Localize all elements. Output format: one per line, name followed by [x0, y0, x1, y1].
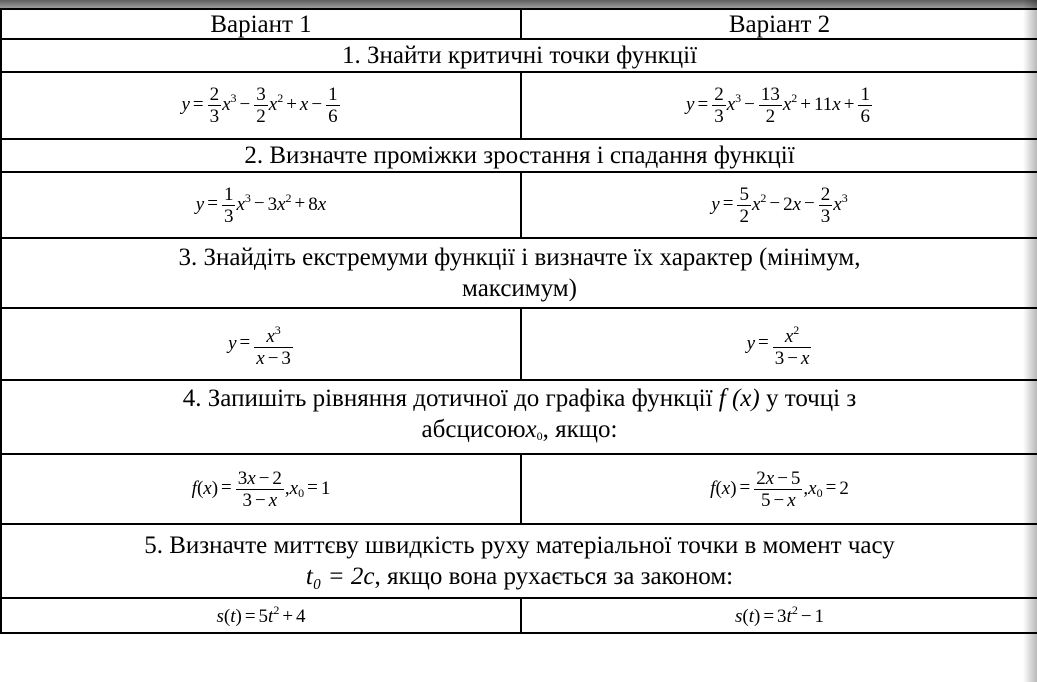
formula-2-variant-1: y = $\frac{1}{3}$ $x^3 - 3x^2 + 8x$	[1, 172, 521, 238]
formula-5-row	[1, 598, 1037, 633]
task-4-line-2-start: абсцисою	[421, 415, 526, 443]
formula-3-variant-2: y = $\frac{x^2}{3 - x}$	[521, 308, 1037, 380]
task-4-text	[1, 380, 1037, 454]
task-4-line-2-end: , якщо:	[542, 415, 618, 443]
formula-4-variant-2: f(x) = $\frac{2x - 5}{5 - x}$ $,x_0 = 2$	[521, 454, 1037, 524]
task-4-function-symbol: f (x)	[718, 384, 760, 412]
formula-4-row	[1, 454, 1037, 524]
formula-4-variant-1: f(x) = $\frac{3x - 2}{3 - x}$ $,x_0 = 1$	[1, 454, 521, 524]
right-edge-shadow	[1023, 0, 1037, 682]
task-5-line-2-end: , якщо вона рухається за законом:	[374, 563, 734, 590]
task-2-row	[1, 139, 1037, 172]
formula-3-variant-1: y = $\frac{x^3}{x - 3}$	[1, 308, 521, 380]
task-1-text: 1. Знайти критичні точки функції	[1, 39, 1037, 72]
formula-1-row	[1, 72, 1037, 139]
formula-5-variant-1: $s(t) = 5t^2 + 4$	[1, 598, 521, 633]
formula-2-row	[1, 172, 1037, 238]
formula-2-variant-2: y = $\frac{5}{2}$ $x^2 - 2x$ − $\frac{2}{3}$ $x^3$	[521, 172, 1037, 238]
formula-3-row	[1, 308, 1037, 380]
tasks-table	[0, 8, 1037, 634]
task-5-row	[1, 524, 1037, 598]
top-border	[0, 0, 1037, 8]
task-5-text	[1, 524, 1037, 598]
task-4-line-1-start: 4. Запишіть рівняння дотичної до графіка функції	[182, 384, 713, 412]
formula-1-variant-2: y = $\frac{2}{3}$ $x^3$ − $\frac{13}{2}$ $x^2 + 11x$ + $\frac{1}{6}$	[521, 72, 1037, 139]
task-5-line-1: 5. Визначте миттєву швидкість руху матеріальної точки в момент часу	[144, 532, 895, 559]
task-1-row	[1, 39, 1037, 72]
header-variant-2: Варіант 2	[521, 9, 1037, 39]
task-4-line-1-end: у точці з	[765, 384, 857, 412]
task-5-condition: t₀ = 2c	[305, 563, 375, 590]
task-4-row	[1, 380, 1037, 454]
task-3-line-1: 3. Знайдіть екстремуми функції і визначте їх характер (мінімум,	[178, 244, 861, 271]
task-3-line-2: максимум)	[462, 275, 577, 302]
task-3-text	[1, 238, 1037, 308]
header-row	[1, 9, 1037, 39]
header-variant-1: Варіант 1	[1, 9, 521, 39]
task-3-row	[1, 238, 1037, 308]
formula-5-variant-2: $s(t) = 3t^2 - 1$	[521, 598, 1037, 633]
task-4-x0-symbol: $x_0$	[525, 415, 543, 443]
task-2-text: 2. Визначте проміжки зростання і спадання функції	[1, 139, 1037, 172]
formula-1-variant-1: y = $\frac{2}{3}$ $x^3$ − $\frac{3}{2}$ $x^2 + x$ − $\frac{1}{6}$	[1, 72, 521, 139]
